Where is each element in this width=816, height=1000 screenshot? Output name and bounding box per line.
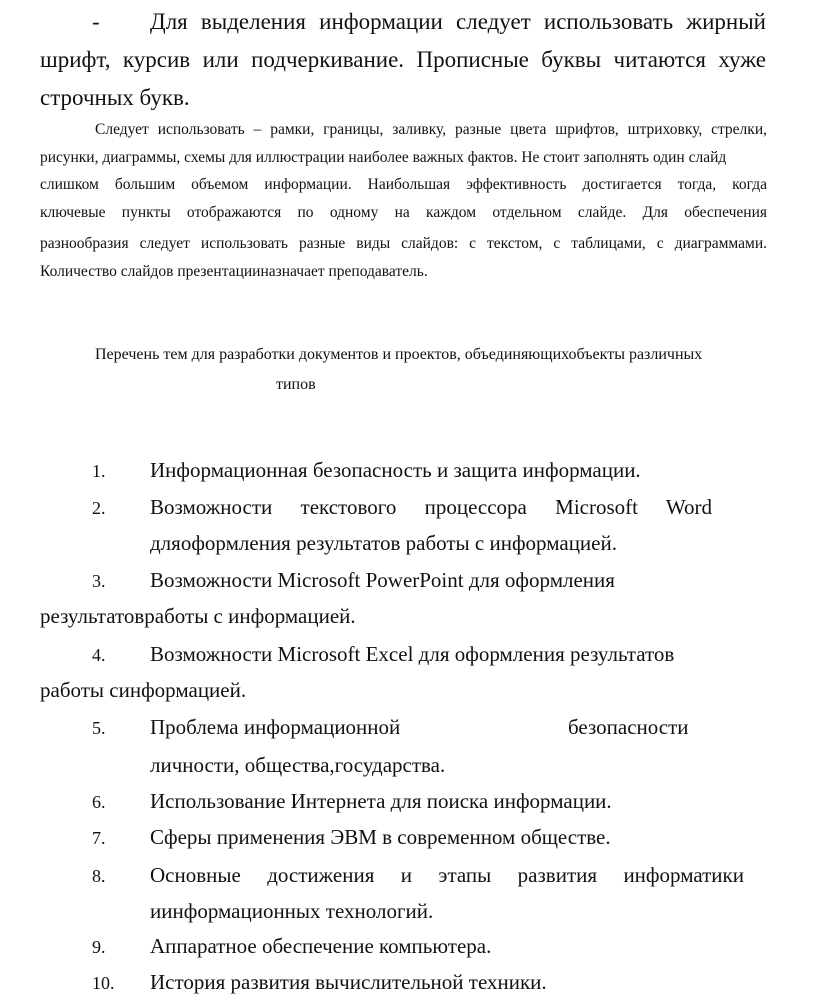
topic-text: Возможности текстового процессора Microsoft Word	[150, 495, 712, 519]
topic-text: Аппаратное обеспечение компьютера.	[150, 934, 492, 958]
paragraph-line-5: разнообразия следует использовать разные виды слайдов: с текстом, с таблицами, с диаграммами.	[40, 235, 767, 252]
topic-text-continued: иинформационных технологий.	[150, 899, 434, 923]
paragraph-line-1: Следует использовать – рамки, границы, заливку, разные цвета шрифтов, штриховку, стрелки,	[95, 121, 767, 138]
paragraph-line-6: Количество слайдов презентацииназначает преподаватель.	[40, 263, 428, 280]
topic-number: 9.	[92, 937, 106, 957]
intro-line-2: шрифт, курсив или подчеркивание. Прописные буквы читаются хуже	[40, 47, 766, 72]
topic-text: Возможности Microsoft Excel для оформления результатов	[150, 642, 675, 666]
topic-number: 5.	[92, 718, 106, 738]
topic-text-continued: работы синформацией.	[40, 678, 247, 702]
section-heading-line-1: Перечень тем для разработки документов и проектов, объединяющихобъекты различных	[95, 346, 703, 363]
topic-number: 4.	[92, 645, 106, 665]
topic-text: Использование Интернета для поиска информации.	[150, 789, 612, 813]
topic-number: 3.	[92, 571, 106, 591]
topic-number: 7.	[92, 828, 106, 848]
intro-line-1: Для выделения информации следует использовать жирный	[150, 9, 766, 34]
topic-text: Проблема информационной	[150, 715, 401, 739]
topic-number: 10.	[92, 973, 115, 993]
intro-line-3: строчных букв.	[40, 85, 190, 110]
paragraph-line-2: рисунки, диаграммы, схемы для иллюстрации наиболее важных фактов. Не стоит заполнять один слайд	[40, 149, 727, 166]
topic-text: Основные достижения и этапы развития информатики	[150, 863, 744, 887]
paragraph-line-3: слишком большим объемом информации. Наибольшая эффективность достигается тогда, когда	[40, 176, 767, 193]
topic-text: безопасности	[568, 715, 689, 739]
topic-text-continued: результатовработы с информацией.	[40, 604, 356, 628]
topic-text-continued: дляоформления результатов работы с информацией.	[150, 531, 617, 555]
intro-dash: -	[92, 9, 100, 34]
section-heading-line-2: типов	[276, 376, 316, 393]
topic-number: 6.	[92, 792, 106, 812]
topic-text: Информационная безопасность и защита информации.	[150, 458, 641, 482]
topic-text-continued: личности, общества,государства.	[150, 753, 446, 777]
topic-text: Сферы применения ЭВМ в современном обществе.	[150, 825, 611, 849]
topic-text: Возможности Microsoft PowerPoint для оформления	[150, 568, 615, 592]
topic-number: 8.	[92, 866, 106, 886]
topic-text: История развития вычислительной техники.	[150, 970, 547, 994]
topic-number: 1.	[92, 461, 106, 481]
paragraph-line-4: ключевые пункты отображаются по одному на каждом отдельном слайде. Для обеспечения	[40, 204, 767, 221]
topic-number: 2.	[92, 498, 106, 518]
